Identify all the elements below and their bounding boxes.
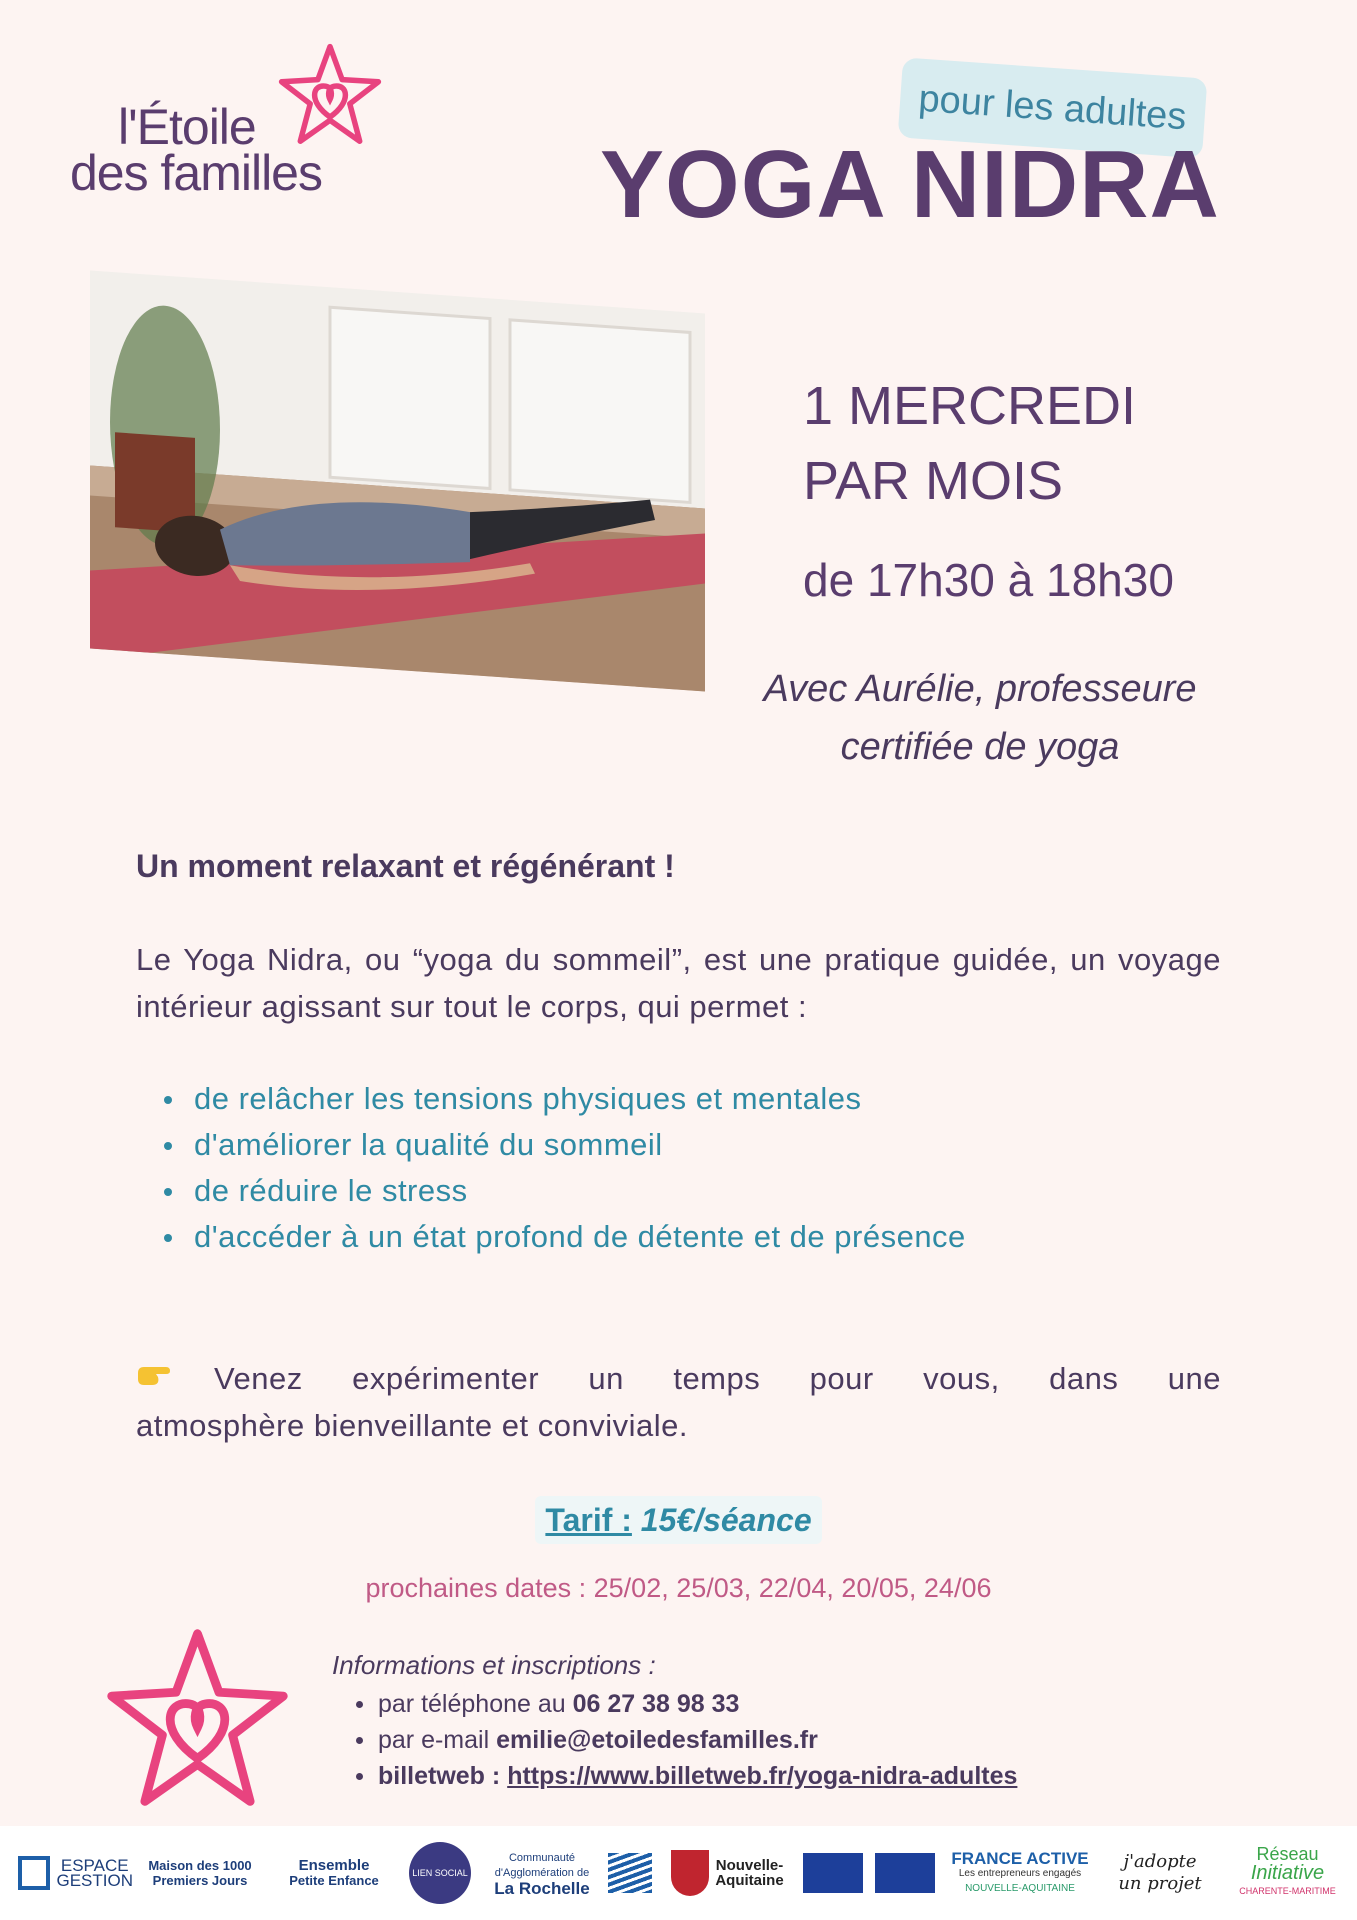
instructor-line1: Avec Aurélie, professeure	[763, 668, 1197, 710]
contact-billetweb	[378, 1758, 1017, 1794]
hero-photo	[90, 270, 705, 691]
partner-label: Premiers Jours	[152, 1873, 248, 1888]
star-heart-icon	[100, 1622, 295, 1817]
partner-label: Communauté	[508, 1851, 576, 1864]
brand-name-line2: des familles	[70, 145, 322, 201]
partner-maison-1000	[135, 1826, 265, 1920]
billetweb-link[interactable]: https://www.billetweb.fr/yoga-nidra-adultes	[507, 1762, 1018, 1790]
partner-label: ESPACE	[60, 1856, 129, 1875]
partner-label: Nouvelle-	[715, 1857, 784, 1874]
partner-adopte	[1105, 1826, 1215, 1920]
partner-label: LIEN SOCIAL	[409, 1842, 471, 1904]
contact-phone	[378, 1686, 1017, 1722]
partner-france-active	[945, 1826, 1095, 1920]
partner-label: Aquitaine	[715, 1872, 784, 1889]
instructor-info	[700, 660, 1260, 776]
list-item: d'améliorer la qualité du sommeil	[194, 1122, 966, 1168]
partner-espace-gestion	[18, 1826, 133, 1920]
partner-ensemble	[270, 1826, 398, 1920]
frequency-line1: 1 MERCREDI	[803, 376, 1137, 436]
list-item: de réduire le stress	[194, 1168, 966, 1214]
partner-label: d'Agglomération de	[494, 1866, 590, 1879]
upcoming-dates: prochaines dates : 25/02, 25/03, 22/04, 20/05, 24/06	[365, 1573, 992, 1603]
invite-line1: Venez expérimenter un temps pour vous, dans une	[214, 1361, 1221, 1396]
email-prefix: par e-mail	[378, 1726, 497, 1754]
list-item: de relâcher les tensions physiques et mentales	[194, 1076, 966, 1122]
star-heart-icon	[275, 40, 385, 150]
pointing-hand-icon	[136, 1355, 214, 1402]
partner-label: Les entrepreneurs engagés	[958, 1867, 1082, 1879]
eu-flag-icon	[872, 1826, 938, 1920]
benefits-list	[160, 1076, 966, 1260]
partner-label: CHARENTE-MARITIME	[1239, 1886, 1336, 1896]
stripes-logo-icon	[605, 1826, 655, 1920]
frequency-line2: PAR MOIS	[803, 451, 1064, 511]
brand-name-line1: l'Étoile	[118, 99, 256, 155]
price	[0, 1502, 1357, 1539]
partner-logos-bar	[0, 1826, 1357, 1920]
partner-label: un projet	[1118, 1873, 1202, 1894]
partner-label: GESTION	[56, 1871, 133, 1890]
brand-logo	[70, 40, 400, 210]
partner-label: j'adopte	[1123, 1851, 1197, 1872]
invite-line2: atmosphère bienveillante et conviviale.	[136, 1408, 688, 1443]
billet-prefix: billetweb :	[378, 1762, 508, 1790]
eu-flag-icon	[800, 1826, 866, 1920]
partner-label: La Rochelle	[494, 1878, 590, 1898]
partner-label: NOUVELLE-AQUITAINE	[965, 1882, 1075, 1894]
instructor-line2: certifiée de yoga	[840, 726, 1120, 768]
contact-email	[378, 1722, 1017, 1758]
partner-label: Ensemble	[298, 1857, 370, 1874]
intro-paragraph: Le Yoga Nidra, ou “yoga du sommeil”, est une pratique guidée, un voyage intérieur agissant sur tout le corps, qui permet :	[136, 942, 1221, 1024]
price-label: Tarif :	[545, 1502, 632, 1538]
partner-label: Petite Enfance	[289, 1873, 379, 1888]
invitation-text	[136, 1355, 1221, 1449]
session-time: de 17h30 à 18h30	[803, 554, 1174, 606]
partner-label: Réseau	[1256, 1844, 1319, 1864]
email-address[interactable]: emilie@etoiledesfamilles.fr	[496, 1726, 818, 1754]
contact-list	[352, 1686, 1017, 1794]
partner-lien-social	[405, 1826, 475, 1920]
contact-title: Informations et inscriptions :	[332, 1650, 656, 1680]
price-value: 15€/séance	[640, 1502, 812, 1538]
partner-label: FRANCE ACTIVE	[951, 1848, 1089, 1868]
phone-prefix: par téléphone au	[378, 1690, 573, 1718]
partner-label: Initiative	[1250, 1862, 1325, 1884]
partner-reseau-initiative	[1225, 1826, 1350, 1920]
list-item: d'accéder à un état profond de détente et de présence	[194, 1214, 966, 1260]
partner-label: Maison des 1000	[148, 1858, 252, 1873]
audience-tag: pour les adultes	[898, 57, 1208, 158]
partner-region	[665, 1826, 790, 1920]
phone-number[interactable]: 06 27 38 98 33	[572, 1690, 740, 1718]
partner-agglo	[482, 1826, 602, 1920]
page-title: YOGA NIDRA	[600, 131, 1220, 238]
intro-heading: Un moment relaxant et régénérant !	[136, 848, 675, 884]
